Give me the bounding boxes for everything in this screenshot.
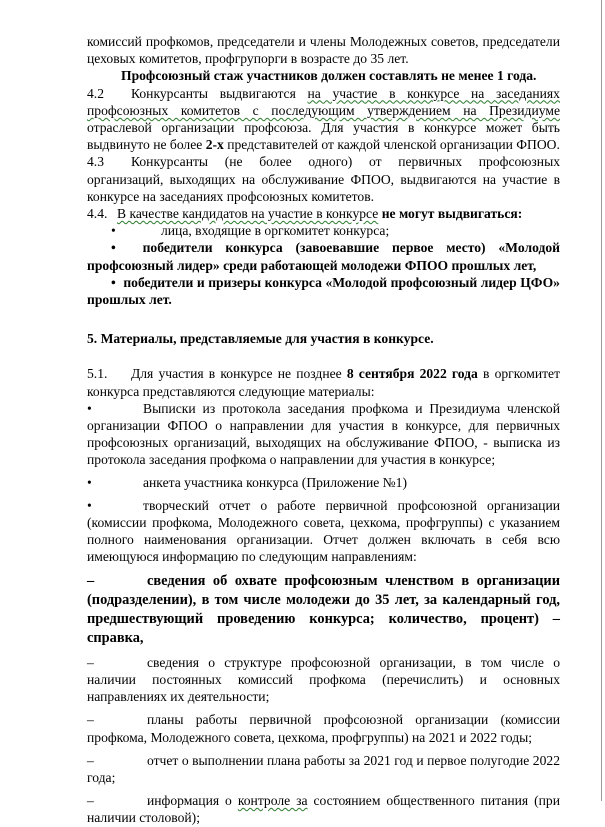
text-segment: отраслевой организации профсоюза. Для участия в конкурсе может быть выдвинуто не более: [87, 120, 560, 153]
dash-marker: –: [87, 572, 95, 589]
list-item-text: Выписки из протокола заседания профкома и Президиума членской организации ФПОО о направлении для участия в конкурсе, для первичных профсоюзных организаций, выходящих на обслуживание ФПОО, - выписка из протокола заседания профкома о направлении для участия в конкурсе;: [87, 400, 560, 468]
paragraph-4-3: [87, 153, 560, 205]
dash-item: [87, 711, 560, 745]
list-item-text: сведения об охвате профсоюзным членством в организации (подразделении), в том числе молодежи до 35 лет, за календарный год, предшествующий проведению конкурса; количество, процент) – справка,: [87, 572, 560, 646]
materials-item: [87, 474, 560, 491]
clause-number: 4.2: [87, 85, 104, 101]
text-segment: в оргкомитет конкурса представляются следующие материалы:: [87, 366, 561, 399]
list-item-text: творческий отчет о работе первичной профсоюзной организации (комиссии профкома, Молодежного совета, цехкома, профгруппы) с указанием полного наименования организации. Отчет должен включать в себя всю имеющуюся информацию по следующим направлениям:: [87, 497, 560, 565]
text-segment: Конкурсанты (не более одного) от первичных профсоюзных организаций, выходящих на обслуживание ФПОО, выдвигаются на участие в конкурсе на заседаниях профсоюзных комитетов.: [87, 154, 560, 204]
list-item-bold: [87, 239, 560, 273]
paragraph-4-2: [87, 85, 560, 154]
bold-text: 2-х: [205, 137, 224, 153]
page-edge-divider: [601, 0, 602, 801]
list-item-text: сведения о структуре профсоюзной организации, в том числе о наличии постоянных комиссий профкома (перечислить) и основных направлениях их деятельности;: [87, 654, 560, 705]
dash-marker: –: [87, 752, 94, 768]
bullet-icon: •: [111, 274, 116, 290]
list-item: [87, 222, 560, 239]
bold-text: не могут выдвигаться:: [381, 206, 523, 222]
dash-marker: –: [87, 654, 94, 670]
dash-marker: –: [87, 712, 94, 728]
paragraph-participants-end: комиссий профкомов, председатели и члены Молодежных советов, председатели цеховых комитетов, профгрупорги в возрасте до 35 лет.: [87, 34, 560, 67]
materials-item: [87, 497, 560, 566]
grammar-underlined-text: на участие в конкурсе на заседаниях профсоюзных комитетов с последующим утверждением на Президиуме: [87, 85, 560, 118]
paragraph-4-4: [87, 205, 560, 222]
clause-number: 4.3: [87, 154, 104, 170]
clause-number: 5.1.: [87, 366, 108, 382]
list-item-bold: [87, 274, 560, 308]
bullet-icon: •: [111, 240, 116, 256]
list-item-text: победители конкурса (завоевавшие первое место) «Молодой профсоюзный лидер» среди работающей молодежи ФПОО прошлых лет,: [87, 240, 560, 273]
dash-item: [87, 654, 560, 706]
paragraph-union-tenure: Профсоюзный стаж участников должен составлять не менее 1 года.: [121, 68, 537, 84]
bold-text: 8 сентября 2022 года: [346, 366, 478, 382]
text-segment: Конкурсанты выдвигаются: [131, 85, 296, 101]
grammar-underlined-text: контроле за: [237, 793, 308, 809]
list-item-text: победители и призеры конкурса «Молодой профсоюзный лидер ЦФО» прошлых лет.: [87, 274, 560, 308]
list-item-text: планы работы первичной профсоюзной организации (комиссии профкома, Молодежного совета, цехкома, профгруппы) на 2021 и 2022 годы;: [87, 712, 560, 745]
text-segment: информация о: [147, 793, 232, 809]
dash-item: [87, 752, 560, 786]
dash-marker: –: [87, 793, 94, 809]
bullet-icon: •: [87, 497, 92, 513]
paragraph-5-1: [87, 365, 560, 399]
dash-item-bold: [87, 572, 560, 648]
bullet-icon: •: [111, 223, 116, 239]
list-item-text: отчет о выполнении плана работы за 2021 год и первое полугодие 2022 года;: [87, 752, 560, 785]
materials-item: [87, 400, 560, 469]
grammar-underlined-text: В качестве кандидатов на участие в конкурсе: [117, 206, 379, 222]
clause-number: 4.4.: [87, 206, 108, 222]
list-item-text: анкета участника конкурса (Приложение №1): [143, 474, 407, 490]
dash-item: [87, 792, 560, 826]
list-item-text: лица, входящие в оргкомитет конкурса;: [161, 223, 390, 239]
bullet-icon: •: [87, 400, 92, 416]
text-segment: состоянием общественного питания (при наличии столовой);: [87, 793, 560, 826]
text-segment: Для участия в конкурсе не позднее: [131, 366, 342, 382]
section-heading: 5. Материалы, представляемые для участия в конкурсе.: [87, 331, 434, 347]
document-body: [87, 33, 560, 827]
bullet-icon: •: [87, 474, 92, 490]
text-segment: представителей от каждой членской организации ФПОО.: [227, 137, 560, 153]
